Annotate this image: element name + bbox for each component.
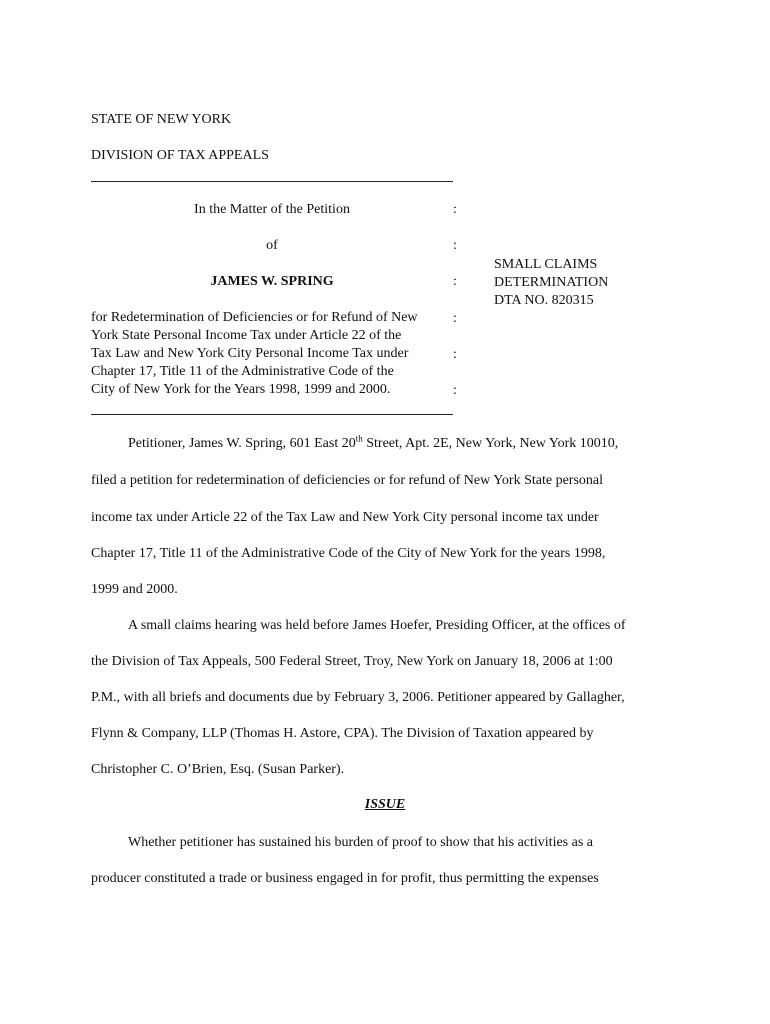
determination-label [494,256,608,310]
purpose-line: City of New York for the Years 1998, 1999 and 2000. [91,382,391,397]
paragraph-line: Petitioner, James W. Spring, 601 East 20th Street, Apt. 2E, New York, New York 10010, [128,433,619,451]
caption-colon: : [453,383,457,398]
purpose-line: York State Personal Income Tax under Article 22 of the [91,328,402,343]
paragraph-line: Christopher C. O’Brien, Esq. (Susan Parker). [91,762,345,777]
determination-line: DETERMINATION [494,275,609,290]
purpose-line: for Redetermination of Deficiencies or for Refund of New [91,310,418,325]
caption-purpose [91,309,453,399]
caption-colon: : [453,311,457,326]
paragraph-line: P.M., with all briefs and documents due by February 3, 2006. Petitioner appeared by Gallagher, [91,690,625,705]
caption-colon: : [453,274,457,289]
paragraph-line: Whether petitioner has sustained his burden of proof to show that his activities as a [128,835,594,850]
caption-colon: : [453,202,457,217]
paragraph-line: producer constituted a trade or business engaged in for profit, thus permitting the expenses [91,871,599,886]
determination-line: SMALL CLAIMS [494,257,598,272]
purpose-line: Chapter 17, Title 11 of the Administrative Code of the [91,364,394,379]
docket-number: DTA NO. 820315 [494,293,594,308]
purpose-line: Tax Law and New York City Personal Income Tax under [91,346,409,361]
caption-colon: : [453,238,457,253]
division-heading: DIVISION OF TAX APPEALS [91,148,269,163]
caption-top-rule [91,181,453,182]
paragraph-line: the Division of Tax Appeals, 500 Federal Street, Troy, New York on January 18, 2006 at 1:00 [91,654,613,669]
paragraph-line: A small claims hearing was held before James Hoefer, Presiding Officer, at the offices of [128,618,626,633]
paragraph-line: Chapter 17, Title 11 of the Administrative Code of the City of New York for the years 1998, [91,546,606,561]
matter-line: In the Matter of the Petition [194,202,350,217]
of-line: of [266,238,278,253]
state-heading: STATE OF NEW YORK [91,112,232,127]
caption-bottom-rule [91,414,453,415]
issue-heading: ISSUE [364,797,406,812]
paragraph-line: Flynn & Company, LLP (Thomas H. Astore, CPA). The Division of Taxation appeared by [91,726,594,741]
petitioner-name: JAMES W. SPRING [210,274,334,289]
caption-colon: : [453,347,457,362]
paragraph-line: 1999 and 2000. [91,582,178,597]
paragraph-line: income tax under Article 22 of the Tax Law and New York City personal income tax under [91,510,599,525]
paragraph-line: filed a petition for redetermination of deficiencies or for refund of New York State personal [91,473,603,488]
